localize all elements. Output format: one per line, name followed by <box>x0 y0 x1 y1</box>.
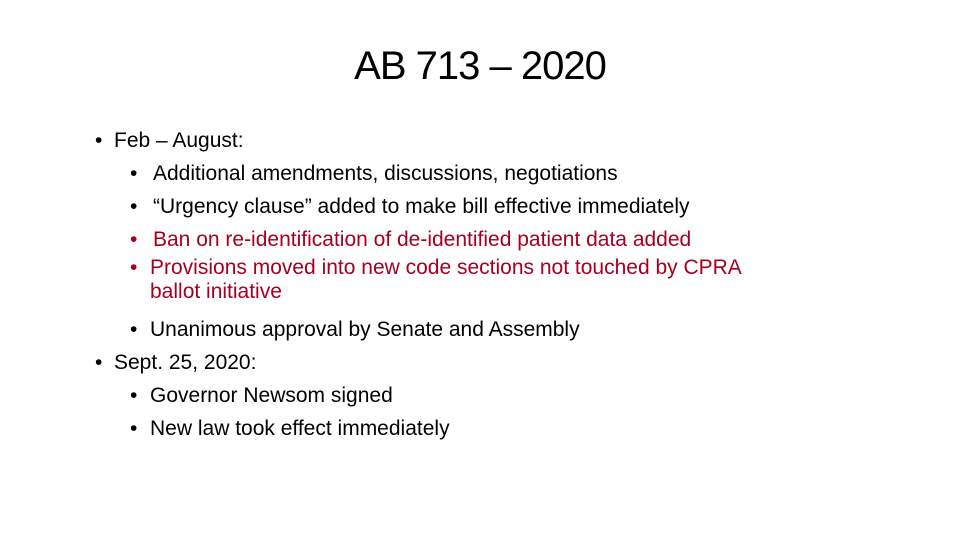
sub-bullet-amendments <box>0 157 960 190</box>
bullet-dot: • <box>130 162 138 185</box>
bullet-dot: • <box>95 129 103 152</box>
bullet-text-line-1: Provisions moved into new code sections not touched by CPRA <box>150 256 742 279</box>
bullet-dot: • <box>130 384 138 407</box>
bullet-text: Governor Newsom signed <box>150 384 393 407</box>
bullet-feb-august <box>0 124 960 157</box>
bullet-text: New law took effect immediately <box>150 417 450 440</box>
bullet-text: “Urgency clause” added to make bill effective immediately <box>153 195 690 218</box>
bullet-dot: • <box>130 417 138 440</box>
bullet-dot: • <box>130 256 138 279</box>
bullet-text: Unanimous approval by Senate and Assembly <box>150 318 580 341</box>
bullet-dot: • <box>95 351 103 374</box>
bullet-sept-25 <box>0 346 960 379</box>
sub-bullet-governor-signed <box>0 379 960 412</box>
sub-bullet-urgency-clause <box>0 190 960 223</box>
bullet-text-line-2: ballot initiative <box>150 280 282 303</box>
bullet-list <box>0 124 960 445</box>
sub-bullet-unanimous-approval <box>0 313 960 346</box>
sub-bullet-reidentification-ban <box>0 223 960 256</box>
bullet-text: Additional amendments, discussions, negotiations <box>153 162 618 185</box>
slide-title: AB 713 – 2020 <box>354 44 606 88</box>
bullet-dot: • <box>130 195 138 218</box>
bullet-dot: • <box>130 228 138 251</box>
bullet-text: Ban on re-identification of de-identified patient data added <box>153 228 692 251</box>
bullet-dot: • <box>130 318 138 341</box>
sub-bullet-took-effect <box>0 412 960 445</box>
bullet-text: Feb – August: <box>114 129 244 152</box>
bullet-text: Sept. 25, 2020: <box>114 351 257 374</box>
sub-bullet-provisions-moved <box>0 256 960 313</box>
